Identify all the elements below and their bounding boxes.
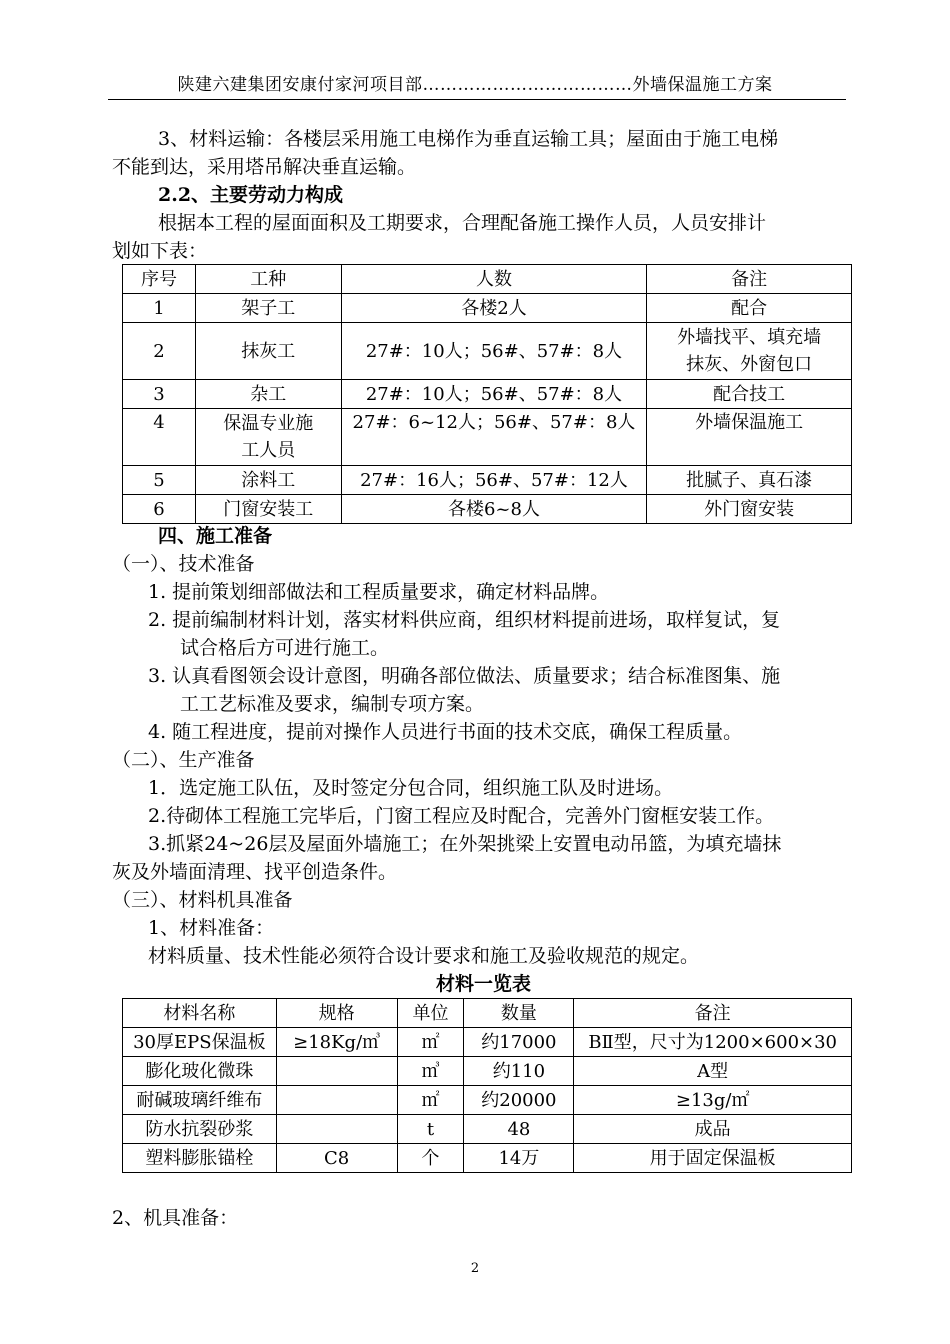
trade-line: 工人员 (241, 440, 296, 461)
tech-item-3-line1: 3. 认真看图领会设计意图，明确各部位做法、质量要求；结合标准图集、施 (148, 665, 781, 687)
prod-item-1: 1．选定施工队伍，及时签定分包合同，组织施工队及时进场。 (148, 777, 674, 799)
tech-item-4: 4. 随工程进度，提前对操作人员进行书面的技术交底，确保工程质量。 (148, 721, 743, 743)
cell-spec: ≥18Kg/㎥ (276, 1028, 397, 1057)
header-cell: 材料名称 (123, 999, 277, 1028)
cell-spec (276, 1057, 397, 1086)
header-cell: 备注 (647, 265, 852, 294)
header-cell: 单位 (397, 999, 464, 1028)
cell-unit: t (397, 1115, 464, 1144)
cell-unit: ㎡ (397, 1086, 464, 1115)
prod-item-2: 2.待砌体工程施工完毕后，门窗工程应及时配合，完善外门窗框安装工作。 (148, 805, 775, 827)
cell-no: 5 (123, 466, 196, 495)
table-row (123, 409, 852, 466)
cell-spec (276, 1115, 397, 1144)
subheading-production-prep: （二）、生产准备 (112, 749, 255, 771)
header-cell: 序号 (123, 265, 196, 294)
table-header-row (123, 265, 852, 294)
material-item-1: 1、材料准备： (148, 917, 275, 939)
cell-unit: ㎥ (397, 1057, 464, 1086)
note-line: 抹灰、外窗包口 (686, 354, 813, 375)
cell-name: 膨化玻化微珠 (123, 1057, 277, 1086)
header-cell: 备注 (574, 999, 852, 1028)
cell-name: 30厚EPS保温板 (123, 1028, 277, 1057)
cell-name: 防水抗裂砂浆 (123, 1115, 277, 1144)
cell-count: 27#：16人；56#、57#：12人 (341, 466, 647, 495)
header-divider (108, 99, 846, 100)
table-row (123, 1057, 852, 1086)
cell-note: ≥13g/㎡ (574, 1086, 852, 1115)
paragraph-transport-line2: 不能到达，采用塔吊解决垂直运输。 (112, 156, 417, 178)
cell-name: 耐碱玻璃纤维布 (123, 1086, 277, 1115)
table-header-row (123, 999, 852, 1028)
cell-count: 各楼2人 (341, 294, 647, 323)
cell-no: 4 (123, 409, 196, 466)
table-row (123, 1086, 852, 1115)
table-row (123, 1144, 852, 1173)
machine-prep-heading: 2、机具准备： (112, 1207, 239, 1229)
cell-note: 外门窗安装 (647, 495, 852, 524)
cell-name: 塑料膨胀锚栓 (123, 1144, 277, 1173)
table-row (123, 1115, 852, 1144)
tech-item-2-line2: 试合格后方可进行施工。 (180, 637, 390, 659)
header-cell: 规格 (276, 999, 397, 1028)
cell-trade (195, 409, 341, 466)
cell-no: 2 (123, 323, 196, 380)
header-cell: 工种 (195, 265, 341, 294)
cell-count: 各楼6~8人 (341, 495, 647, 524)
table-row (123, 294, 852, 323)
paragraph-labor-line1: 根据本工程的屋面面积及工期要求，合理配备施工操作人员，人员安排计 (158, 212, 767, 234)
note-line: 外墙找平、填充墙 (677, 327, 822, 348)
paragraph-labor-line2: 划如下表： (112, 240, 208, 262)
cell-qty: 约110 (464, 1057, 574, 1086)
header-cell: 数量 (464, 999, 574, 1028)
cell-no: 1 (123, 294, 196, 323)
page-header: 陕建六建集团安康付家河项目部………………………………外墙保温施工方案 (177, 75, 773, 95)
cell-note: 外墙保温施工 (647, 409, 852, 466)
cell-count: 27#：10人；56#、57#：8人 (341, 380, 647, 409)
cell-note: 配合技工 (647, 380, 852, 409)
tech-item-1: 1. 提前策划细部做法和工程质量要求，确定材料品牌。 (148, 581, 610, 603)
page-number: 2 (470, 1261, 480, 1276)
table-row (123, 1028, 852, 1057)
section-heading-4: 四、施工准备 (158, 525, 273, 547)
tech-item-2-line1: 2. 提前编制材料计划，落实材料供应商，组织材料提前进场，取样复试，复 (148, 609, 781, 631)
labor-table (122, 264, 852, 524)
cell-qty: 约20000 (464, 1086, 574, 1115)
cell-note: 用于固定保温板 (574, 1144, 852, 1173)
trade-line: 保温专业施 (223, 413, 314, 434)
header-cell: 人数 (341, 265, 647, 294)
cell-qty: 48 (464, 1115, 574, 1144)
cell-qty: 约17000 (464, 1028, 574, 1057)
cell-trade: 抹灰工 (195, 323, 341, 380)
cell-spec: Ⅽ8 (276, 1144, 397, 1173)
paragraph-transport-line1: 3、材料运输：各楼层采用施工电梯作为垂直运输工具；屋面由于施工电梯 (158, 128, 779, 150)
cell-note: 成品 (574, 1115, 852, 1144)
cell-trade: 涂料工 (195, 466, 341, 495)
cell-qty: 14万 (464, 1144, 574, 1173)
cell-note (647, 323, 852, 380)
table-row (123, 380, 852, 409)
subheading-material-prep: （三）、材料机具准备 (112, 889, 293, 911)
cell-trade: 门窗安装工 (195, 495, 341, 524)
subheading-tech-prep: （一）、技术准备 (112, 553, 255, 575)
cell-unit: 个 (397, 1144, 464, 1173)
table-row (123, 495, 852, 524)
cell-note: 批腻子、真石漆 (647, 466, 852, 495)
prod-item-3-line2: 灰及外墙面清理、找平创造条件。 (112, 861, 398, 883)
material-table-title: 材料一览表 (436, 973, 532, 995)
cell-note: 配合 (647, 294, 852, 323)
section-heading-2-2: 2.2、主要劳动力构成 (158, 184, 344, 206)
table-row (123, 323, 852, 380)
cell-unit: ㎡ (397, 1028, 464, 1057)
material-table (122, 998, 852, 1173)
cell-trade: 架子工 (195, 294, 341, 323)
prod-item-3-line1: 3.抓紧24~26层及屋面外墙施工；在外架挑梁上安置电动吊篮，为填充墙抹 (148, 833, 782, 855)
cell-spec (276, 1086, 397, 1115)
cell-trade: 杂工 (195, 380, 341, 409)
cell-count: 27#：10人；56#、57#：8人 (341, 323, 647, 380)
table-row (123, 466, 852, 495)
cell-note: A型 (574, 1057, 852, 1086)
cell-count: 27#：6~12人；56#、57#：8人 (341, 409, 647, 466)
cell-no: 6 (123, 495, 196, 524)
cell-no: 3 (123, 380, 196, 409)
material-description: 材料质量、技术性能必须符合设计要求和施工及验收规范的规定。 (148, 945, 700, 967)
cell-note: BⅡ型，尺寸为1200×600×30 (574, 1028, 852, 1057)
tech-item-3-line2: 工工艺标准及要求，编制专项方案。 (180, 693, 485, 715)
